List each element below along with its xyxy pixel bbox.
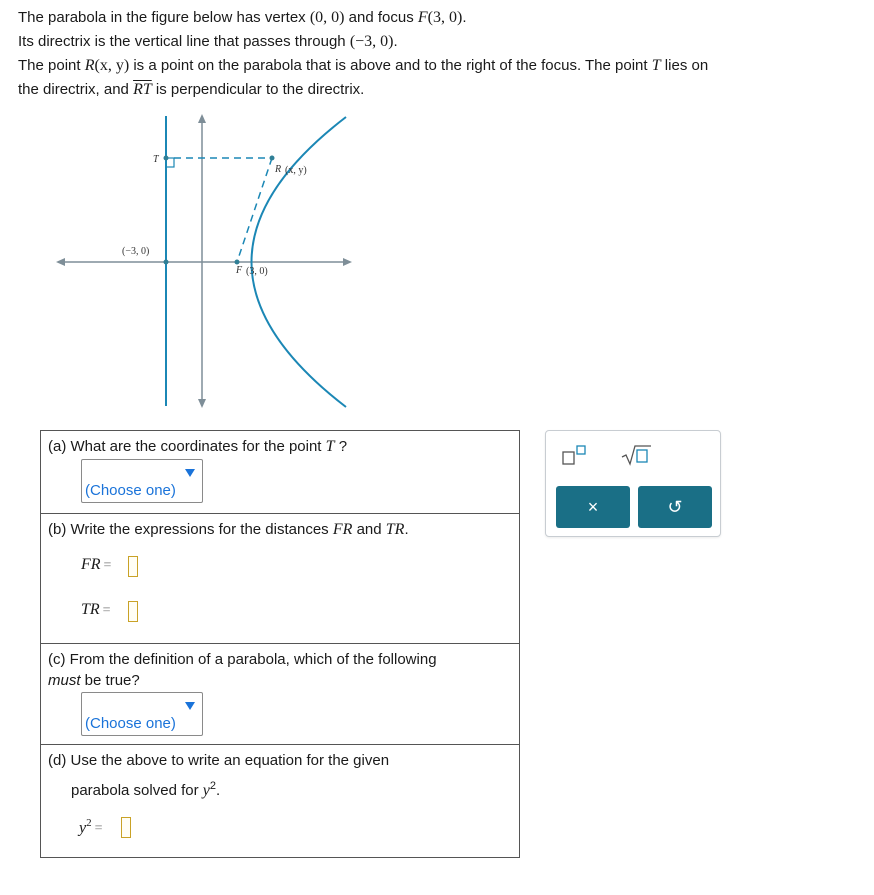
- sqrt-icon[interactable]: [620, 444, 652, 471]
- tr-equation: TR =: [81, 601, 111, 618]
- chevron-down-icon: [185, 702, 195, 710]
- point-f: [235, 260, 240, 265]
- label-f: F: [236, 265, 243, 276]
- undo-button[interactable]: ↺: [638, 486, 712, 528]
- y-axis-bottom-arrow: [198, 399, 206, 408]
- parabola-graph: [50, 110, 370, 415]
- problem-intro: [18, 6, 858, 102]
- parabola-figure: [50, 110, 370, 415]
- part-d-box: [40, 744, 520, 858]
- y-axis-top-arrow: [198, 114, 206, 123]
- label-r-coords: (x, y): [285, 165, 307, 176]
- part-a-dropdown[interactable]: [81, 459, 203, 503]
- point-r: [270, 156, 275, 161]
- label-t: T: [153, 154, 159, 165]
- label-f-coords: (3, 0): [246, 266, 268, 277]
- part-c-dropdown[interactable]: [81, 692, 203, 736]
- part-a-dropdown-placeholder: (Choose one): [85, 482, 176, 499]
- part-d-question: (d) Use the above to write an equation for the given: [48, 752, 390, 769]
- fr-answer-input[interactable]: [128, 556, 138, 577]
- part-b-box: [40, 513, 520, 644]
- y-squared-equation: $y^2$ =: [79, 817, 103, 837]
- part-b-question: (b) Write the expressions for the distances FR and TR.: [48, 521, 409, 538]
- part-d-question-line2: parabola solved for $y^2$.: [71, 780, 221, 799]
- superscript-icon[interactable]: [562, 444, 588, 471]
- x-axis-right-arrow: [343, 258, 352, 266]
- chevron-down-icon: [185, 469, 195, 477]
- intro-line-3: The point R(x, y) is a point on the parabola that is above and to the right of the focus. The point T lies on: [18, 57, 709, 74]
- part-c-question: (c) From the definition of a parabola, which of the following must be true?: [48, 651, 437, 689]
- part-c-box: [40, 643, 520, 745]
- math-palette: [545, 430, 721, 537]
- part-a-question: (a) What are the coordinates for the point T ?: [48, 438, 348, 455]
- part-c-dropdown-placeholder: (Choose one): [85, 715, 176, 732]
- x-axis-left-arrow: [56, 258, 65, 266]
- part-a-box: [40, 430, 520, 514]
- segment-rt: $\overline{RT}$: [133, 81, 152, 98]
- intro-line-1: The parabola in the figure below has vertex (0, 0) and focus F(3, 0).: [18, 9, 467, 26]
- fr-equation: FR =: [81, 556, 112, 573]
- point-t: [164, 156, 169, 161]
- intro-line-2: Its directrix is the vertical line that passes through (−3, 0).: [18, 33, 398, 50]
- tr-answer-input[interactable]: [128, 601, 138, 622]
- y-squared-answer-input[interactable]: [121, 817, 131, 838]
- clear-button[interactable]: ×: [556, 486, 630, 528]
- segment-fr-dashed: [237, 158, 272, 262]
- intro-line-4: the directrix, and $\overline{RT}$ is perpendicular to the directrix.: [18, 81, 365, 98]
- label-r: R: [275, 164, 282, 175]
- point-directrix: [164, 260, 169, 265]
- label-directrix-point: (−3, 0): [122, 246, 150, 257]
